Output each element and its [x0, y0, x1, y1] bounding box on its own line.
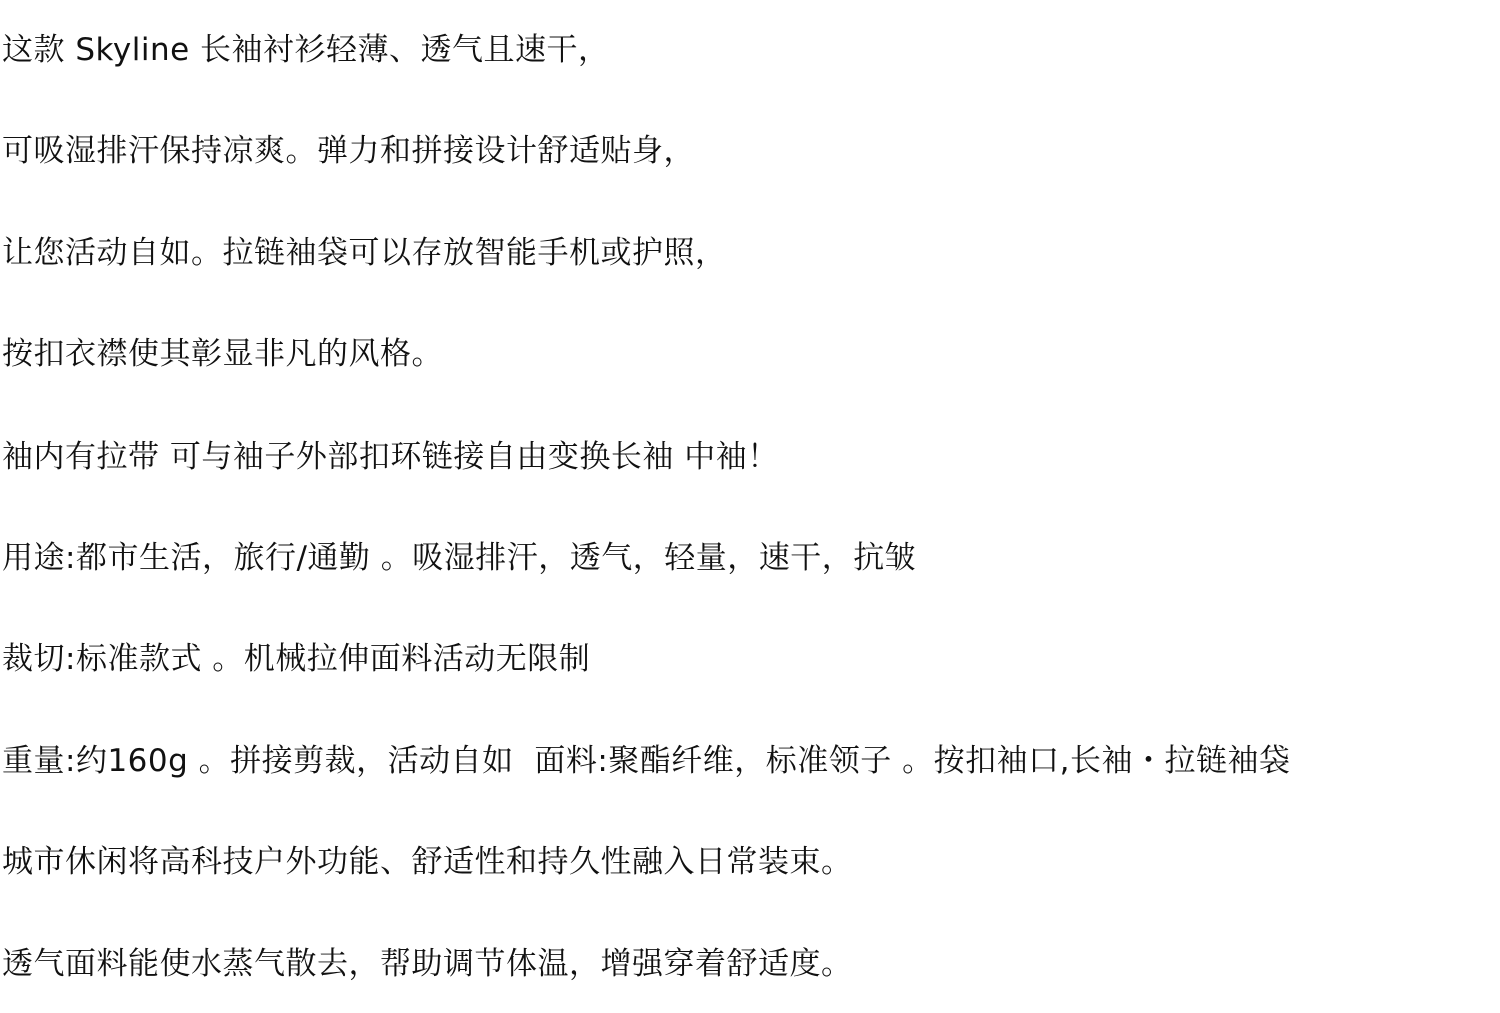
description-line-10: 透气面料能使水蒸气散去，帮助调节体温，增强穿着舒适度。: [2, 946, 853, 982]
description-line-2: 可吸湿排汗保持凉爽。弹力和拼接设计舒适贴身，: [2, 133, 695, 169]
usage-line: 用途:都市生活，旅行/通勤 。吸湿排汗，透气，轻量，速干，抗皱: [2, 540, 917, 576]
description-line-3: 让您活动自如。拉链袖袋可以存放智能手机或护照，: [2, 235, 727, 271]
weight-fabric-line: 重量:约160g 。拼接剪裁，活动自如 面料:聚酯纤维，标准领子 。按扣袖口,长袖・拉链袖袋: [2, 743, 1291, 779]
description-line-1: 这款 Skyline 长袖衬衫轻薄、透气且速干，: [2, 32, 610, 68]
description-line-5: 袖内有拉带 可与袖子外部扣环链接自由变换长袖 中袖！: [2, 439, 779, 475]
fit-line: 裁切:标准款式 。机械拉伸面料活动无限制: [2, 641, 591, 677]
description-line-4: 按扣衣襟使其彰显非凡的风格。: [2, 336, 443, 372]
description-line-9: 城市休闲将高科技户外功能、舒适性和持久性融入日常装束。: [2, 844, 853, 880]
